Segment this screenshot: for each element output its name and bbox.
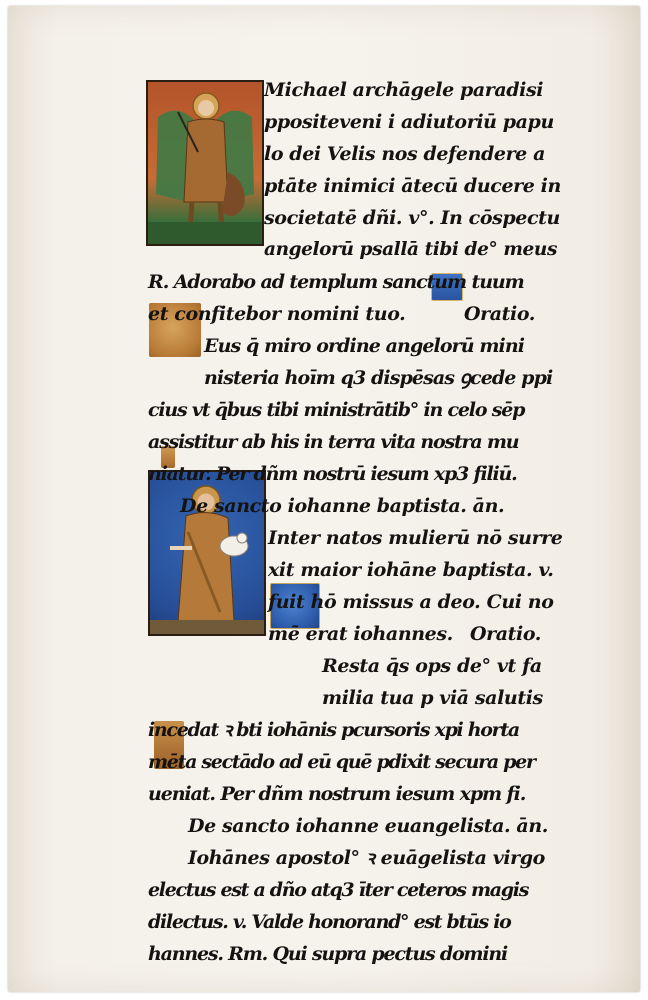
- text-line: Michael archāgele paradisi: [264, 79, 544, 101]
- miniature-saint-michael: [146, 80, 264, 246]
- text-line: electus est a dño atq3 īter ceteros magis: [148, 879, 529, 901]
- text-line: Inter natos mulierū nō surre: [268, 527, 563, 549]
- rubric-heading: De sancto iohanne baptista. ān.: [180, 495, 505, 517]
- text-line: hannes. Rm. Qui supra pectus domini: [148, 943, 507, 965]
- text-line: assistitur ab his in terra vita nostra mu: [148, 431, 519, 453]
- text-line: Resta q̄s ops de° vt fa: [322, 655, 542, 677]
- text-line: xit maior iohāne baptista. v.: [268, 559, 554, 581]
- text-line: Iohānes apostol° ꝛ euāgelista virgo: [188, 847, 545, 869]
- text-line: niatur. Per dñm nostrū iesum xp3 filiū.: [148, 463, 517, 485]
- text-line: incedat ꝛ bti iohānis pcursoris xpi horta: [148, 719, 519, 741]
- text-line: societatē dñi. v°. In cōspectu: [264, 207, 560, 229]
- text-line: milia tua p viā salutis: [322, 687, 543, 709]
- text-line: angelorū psallā tibi de° meus: [264, 239, 557, 260]
- text-line: ptāte inimici ātecū ducere in: [264, 175, 561, 197]
- text-line: cius vt q̄bus tibi ministrātib° in celo sēp: [148, 399, 525, 421]
- text-line: nisteria hoīm q3 dispēsas ꝯcede ppi: [204, 367, 553, 389]
- text-line: dilectus. v. Valde honorand° est btūs io: [148, 911, 511, 933]
- text-line: fuit hō missus a deo. Cui no: [268, 591, 554, 613]
- text-line: ueniat. Per dñm nostrum iesum xpm fi.: [148, 783, 526, 805]
- rubric-heading: Oratio.: [470, 623, 542, 645]
- text-line: ppositeveni i adiutoriū papu: [264, 111, 554, 133]
- archangel-figure-icon: [148, 82, 262, 244]
- text-line: et confitebor nomini tuo.: [148, 303, 406, 325]
- text-line: mēta sectādo ad eū quē pdixit secura per: [148, 751, 535, 773]
- rubric-heading: De sancto iohanne euangelista. ān.: [188, 815, 548, 837]
- rubric-heading: Oratio.: [464, 303, 536, 325]
- text-line: lo dei Velis nos defendere a: [264, 143, 545, 165]
- text-line: Eus q̄ miro ordine angelorū mini: [204, 335, 525, 357]
- text-line: mē erat iohannes.: [268, 623, 453, 645]
- text-line: R. Adorabo ad templum sanctum tuum: [148, 271, 524, 293]
